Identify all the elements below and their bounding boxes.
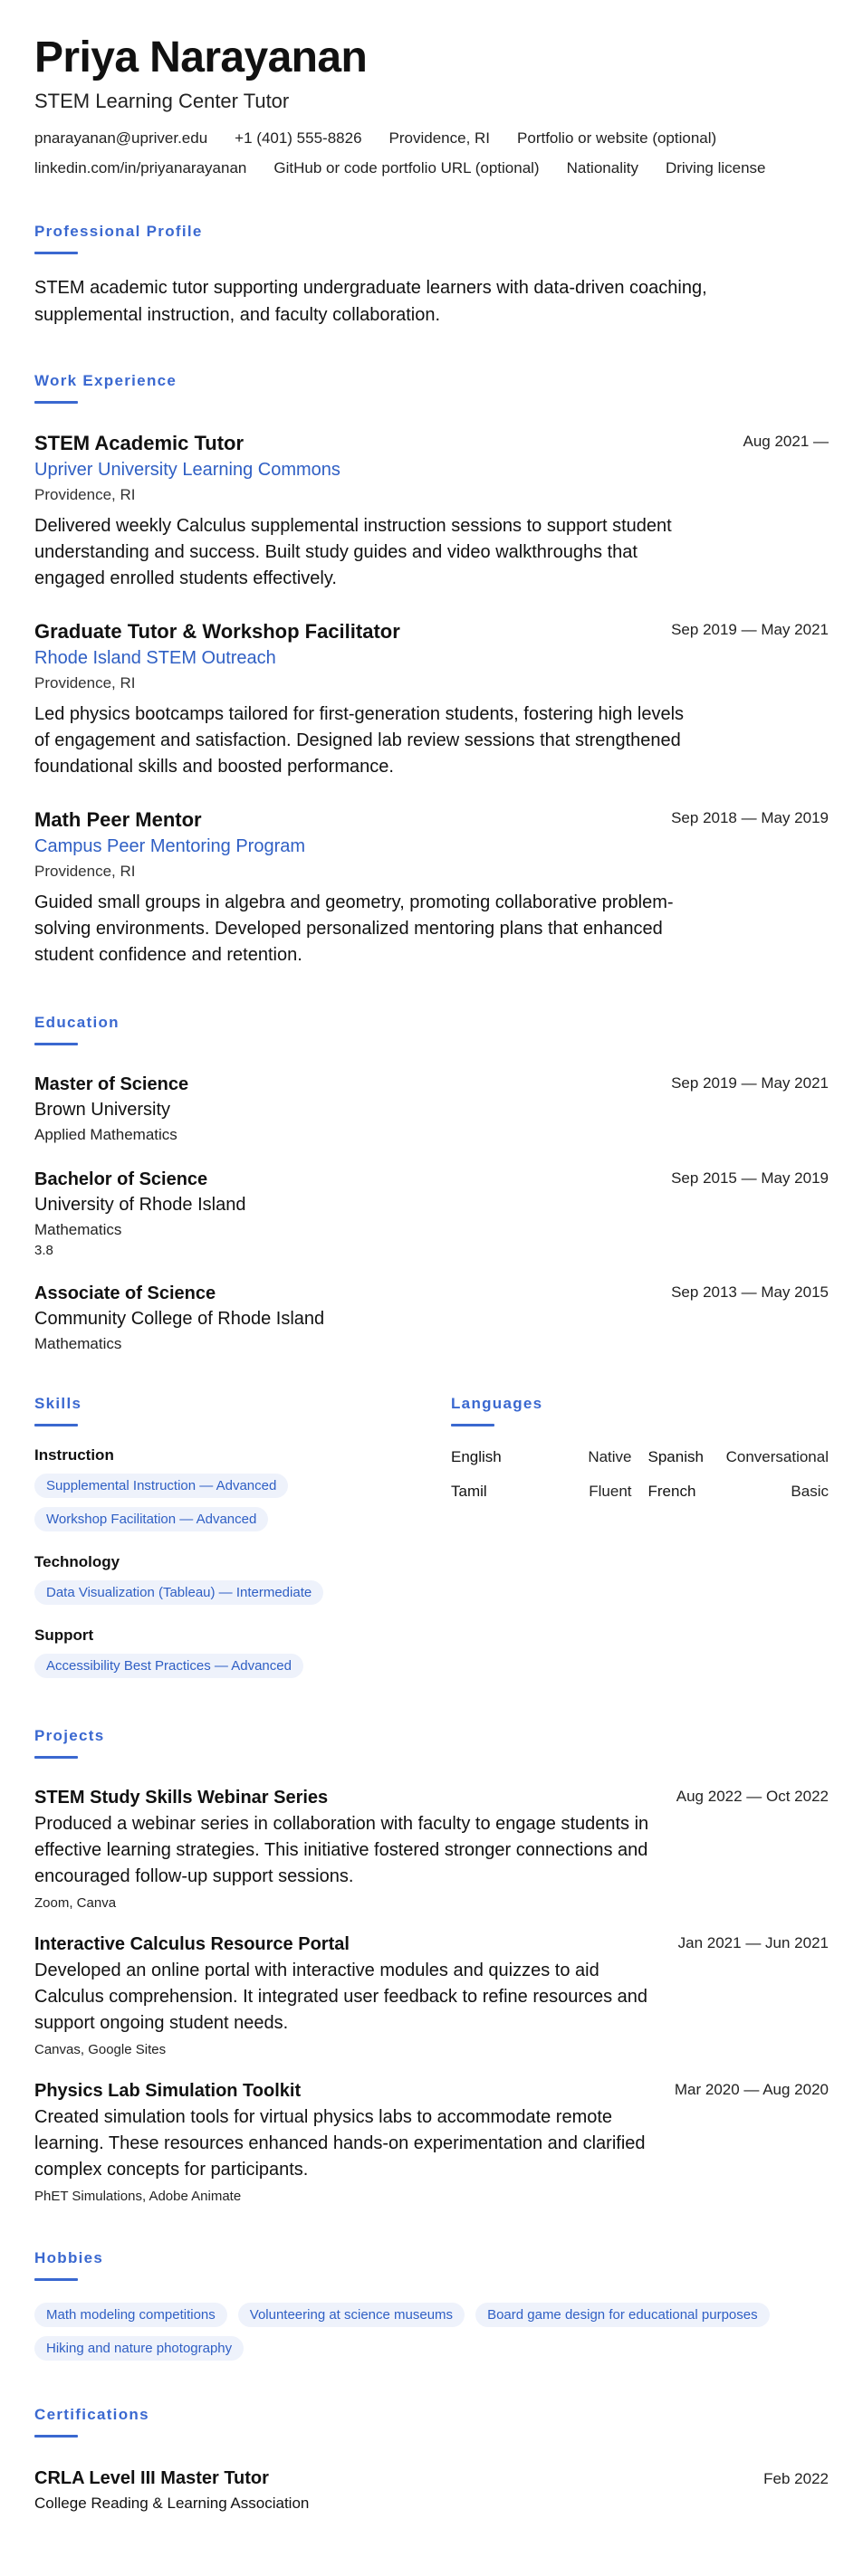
contact-portfolio[interactable]: Portfolio or website (optional)	[517, 129, 717, 147]
contact-driving-license: Driving license	[665, 158, 766, 177]
skills-section	[34, 1395, 451, 1678]
field-of-study: Applied Mathematics	[34, 1125, 177, 1143]
section-heading: Certifications	[34, 2405, 149, 2423]
language-item	[451, 1448, 632, 1466]
skill-chip: Supplemental Instruction — Advanced	[34, 1474, 288, 1498]
contact-location: Providence, RI	[388, 129, 491, 147]
skill-group-title: Technology	[34, 1552, 120, 1570]
experience-entry	[34, 807, 829, 968]
language-name: Spanish	[647, 1447, 704, 1465]
skill-chip-list	[34, 1654, 451, 1678]
skill-chip: Workshop Facilitation — Advanced	[34, 1507, 268, 1531]
certifications-section	[34, 2406, 829, 2513]
resume-header	[34, 34, 829, 177]
job-title: Math Peer Mentor	[34, 807, 202, 831]
section-heading: Work Experience	[34, 371, 177, 389]
language-level: Native	[588, 1447, 632, 1465]
contact-linkedin[interactable]: linkedin.com/in/priyanarayanan	[34, 158, 247, 177]
entry-date: Aug 2021 —	[743, 432, 829, 450]
contact-row-2	[34, 159, 829, 177]
language-name: English	[451, 1447, 502, 1465]
degree-name: Bachelor of Science	[34, 1169, 208, 1189]
education-entry	[34, 1073, 829, 1144]
project-tools: Canvas, Google Sites	[34, 2041, 167, 2057]
degree-name: Associate of Science	[34, 1283, 216, 1303]
degree-name: Master of Science	[34, 1073, 189, 1094]
skills-languages-row	[34, 1395, 829, 1678]
project-title: Interactive Calculus Resource Portal	[34, 1933, 350, 1954]
certification-issuer: College Reading & Learning Association	[34, 2494, 310, 2512]
hobby-chip: Board game design for educational purposes	[475, 2303, 770, 2327]
entry-date: Jan 2021 — Jun 2021	[677, 1933, 829, 1951]
skill-chip: Accessibility Best Practices — Advanced	[34, 1654, 303, 1678]
experience-entry	[34, 431, 829, 592]
project-description: Created simulation tools for virtual physics labs to accommodate remote learning. These resources enhanced hands-on experimentation and clarified complex concepts for participants.	[34, 2106, 646, 2180]
field-of-study: Mathematics	[34, 1334, 122, 1352]
candidate-title: STEM Learning Center Tutor	[34, 89, 290, 112]
languages-section	[451, 1395, 829, 1678]
field-of-study: Mathematics	[34, 1220, 122, 1238]
entry-date: Sep 2019 — May 2021	[671, 1073, 829, 1092]
entry-date: Sep 2013 — May 2015	[671, 1283, 829, 1301]
section-divider	[34, 252, 78, 254]
projects-section	[34, 1727, 829, 2204]
job-title: Graduate Tutor & Workshop Facilitator	[34, 619, 400, 643]
language-name: French	[647, 1482, 696, 1500]
project-title: STEM Study Skills Webinar Series	[34, 1787, 329, 1808]
section-divider	[34, 1043, 78, 1045]
job-description: Led physics bootcamps tailored for first-generation students, fostering high levels of engagement and satisfaction. Designed lab review sessions that strengthened foundational skills and boosted performance.	[34, 703, 685, 777]
job-description: Guided small groups in algebra and geometry, promoting collaborative problem-solving environments. Developed personalized mentoring plans that enhanced student confidence and retention.	[34, 892, 674, 965]
section-divider	[34, 1756, 78, 1759]
project-description: Produced a webinar series in collaboration with faculty to engage students in effective learning strategies. This initiative fostered stronger connections and encouraged follow-up support sessions.	[34, 1813, 649, 1886]
profile-section	[34, 223, 829, 329]
section-divider	[34, 401, 78, 404]
school-name: Community College of Rhode Island	[34, 1308, 325, 1329]
job-location: Providence, RI	[34, 485, 136, 503]
job-description: Delivered weekly Calculus supplemental instruction sessions to support student understanding and success. Built study guides and video walkthroughs that engaged enrolled students effectively.	[34, 515, 672, 588]
contact-github[interactable]: GitHub or code portfolio URL (optional)	[273, 158, 540, 177]
contact-email[interactable]: pnarayanan@upriver.edu	[34, 129, 208, 147]
skill-group-title: Support	[34, 1626, 94, 1644]
skill-chip-list	[34, 1474, 451, 1531]
school-name: University of Rhode Island	[34, 1194, 246, 1215]
skill-chip: Data Visualization (Tableau) — Intermediate	[34, 1580, 323, 1605]
hobby-chip: Volunteering at science museums	[238, 2303, 465, 2327]
contact-row-1	[34, 129, 829, 148]
section-heading: Languages	[451, 1394, 543, 1412]
job-location: Providence, RI	[34, 673, 136, 692]
employer-name: Campus Peer Mentoring Program	[34, 835, 306, 856]
hobby-chip-list	[34, 2303, 831, 2361]
project-description: Developed an online portal with interactive modules and quizzes to aid Calculus comprehension. It integrated user feedback to refine resources and support ongoing student needs.	[34, 1960, 648, 2033]
hobby-chip: Hiking and nature photography	[34, 2336, 244, 2361]
education-entry	[34, 1168, 829, 1258]
project-title: Physics Lab Simulation Toolkit	[34, 2080, 302, 2101]
education-entry	[34, 1282, 829, 1353]
entry-date: Feb 2022	[763, 2469, 829, 2487]
language-level: Fluent	[589, 1482, 632, 1500]
language-name: Tamil	[451, 1482, 487, 1500]
candidate-name: Priya Narayanan	[34, 33, 368, 81]
section-divider	[34, 2435, 78, 2438]
entry-date: Sep 2018 — May 2019	[671, 808, 829, 826]
employer-name: Upriver University Learning Commons	[34, 459, 340, 480]
language-item	[451, 1483, 632, 1501]
section-divider	[34, 1424, 78, 1426]
experience-section	[34, 372, 829, 968]
employer-name: Rhode Island STEM Outreach	[34, 647, 276, 668]
entry-date: Mar 2020 — Aug 2020	[674, 2080, 829, 2098]
section-heading: Education	[34, 1013, 120, 1031]
job-location: Providence, RI	[34, 862, 136, 880]
language-item	[648, 1483, 829, 1501]
project-entry	[34, 2079, 829, 2204]
education-section	[34, 1014, 829, 1353]
entry-date: Sep 2019 — May 2021	[671, 620, 829, 638]
entry-date: Aug 2022 — Oct 2022	[676, 1787, 829, 1805]
certification-title: CRLA Level III Master Tutor	[34, 2467, 269, 2488]
contact-phone[interactable]: +1 (401) 555-8826	[235, 129, 362, 147]
section-divider	[34, 2278, 78, 2281]
section-heading: Skills	[34, 1394, 82, 1412]
experience-entry	[34, 619, 829, 780]
language-list	[451, 1448, 829, 1501]
project-tools: PhET Simulations, Adobe Animate	[34, 2188, 242, 2204]
section-heading: Projects	[34, 1726, 105, 1744]
job-title: STEM Academic Tutor	[34, 431, 245, 454]
school-name: Brown University	[34, 1099, 171, 1120]
project-entry	[34, 1786, 829, 1911]
project-tools: Zoom, Canva	[34, 1894, 117, 1911]
skill-chip-list	[34, 1580, 451, 1605]
certification-entry	[34, 2468, 829, 2513]
hobby-chip: Math modeling competitions	[34, 2303, 227, 2327]
profile-summary: STEM academic tutor supporting undergraduate learners with data-driven coaching, supplemental instruction, and faculty collaboration.	[34, 277, 707, 325]
gpa-value: 3.8	[34, 1242, 53, 1258]
section-divider	[451, 1424, 494, 1426]
language-level: Basic	[791, 1482, 829, 1500]
hobbies-section	[34, 2249, 829, 2361]
project-entry	[34, 1932, 829, 2057]
entry-date: Sep 2015 — May 2019	[671, 1169, 829, 1187]
skill-group-title: Instruction	[34, 1445, 114, 1464]
contact-nationality: Nationality	[566, 158, 638, 177]
section-heading: Hobbies	[34, 2248, 104, 2266]
language-level: Conversational	[725, 1447, 829, 1465]
language-item	[648, 1448, 829, 1466]
section-heading: Professional Profile	[34, 222, 203, 240]
